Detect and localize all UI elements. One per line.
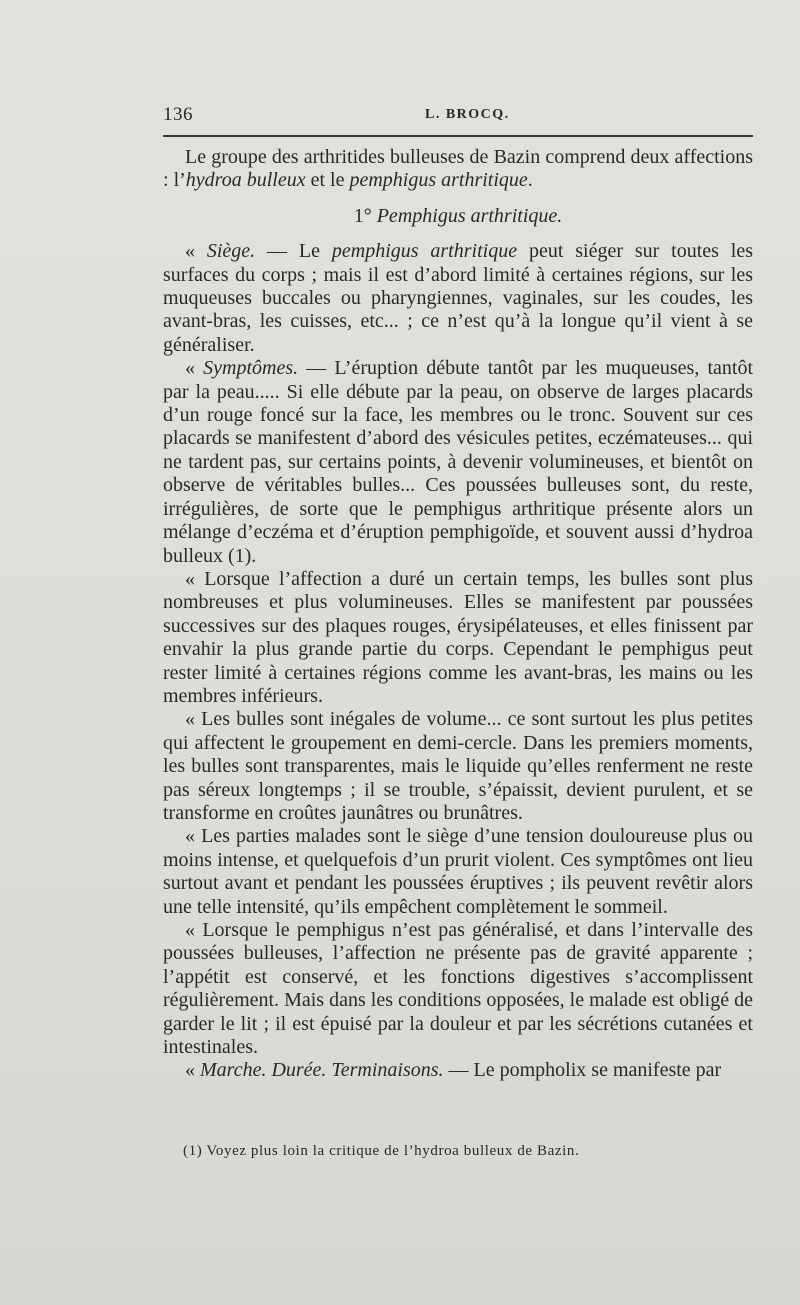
paragraph-marche: « Marche. Durée. Terminaisons. — Le pompholix se manifeste par (185, 1059, 722, 1082)
paragraph-symptomes: « Symptômes. — L’éruption débute tantôt par les muqueuses, tantôt par la peau..... Si elle débute par la peau, on observe de larges placards d’un rouge foncé sur la face, les membres ou le tronc. Souvent sur ces placards se manifestent d’abord des vésicules petites, eczémateuses... qui ne tardent pas, sur certains points, à devenir volumineuses, et bientôt on observe de véritables bulles... Ces poussées bulleuses sont, du reste, irrégulières, de sorte que le pemphigus arthritique présente alors un mélange d’eczéma et d’éruption pemphigoïde, et souvent aussi d’hydroa bulleux (1). (163, 357, 754, 567)
paragraph-bulles-nombreuses: « Lorsque l’affection a duré un certain temps, les bulles sont plus nombreuses et plus volumineuses. Elles se manifestent par poussées successives sur des plaques rouges, érysipélateuses, et elles finissent par envahir la plus grande partie du corps. Cependant le pemphigus peut rester limité à certaines régions comme les avant-bras, les mains ou les membres inférieurs. (163, 567, 753, 707)
paragraph-bulles-inegales: « Les bulles sont inégales de volume... ce sont surtout les plus petites qui affectent le groupement en demi-cercle. Dans les premiers moments, les bulles sont transparentes, mais le liquide qu’elles renferment ne reste pas séreux longtemps ; il se trouble, s’épaissit, devient purulent, et se transforme en croûtes jaunâtres ou brunâtres. (163, 708, 753, 824)
body-text (163, 146, 753, 1083)
page-number: 136 (163, 104, 193, 125)
header-rule (163, 135, 753, 137)
running-head: L. BROCQ. (425, 107, 510, 122)
footnote: (1) Voyez plus loin la critique de l’hydroa bulleux de Bazin. (183, 1143, 580, 1159)
page-header (163, 104, 753, 126)
paragraph-siege: « Siège. — Le pemphigus arthritique peut siéger sur toutes les surfaces du corps ; mais il est d’abord limité à certaines régions, sur les muqueuses buccales ou pharyngiennes, vaginales, sur les coudes, les avant-bras, les cuisses, etc... ; ce n’est qu’à la longue qu’il vient à se généraliser. (163, 240, 754, 356)
section-heading: 1° Pemphigus arthritique. (353, 204, 563, 227)
paragraph-parties-malades: « Les parties malades sont le siège d’une tension douloureuse plus ou moins intense, et quelquefois d’un prurit violent. Ces symptômes ont lieu surtout avant et pendant les poussées éruptives ; ils peuvent revêtir alors une telle intensité, qu’ils empêchent complètement le sommeil. (163, 825, 753, 918)
paragraph-non-generalise: « Lorsque le pemphigus n’est pas généralisé, et dans l’intervalle des poussées bulleuses, l’affection ne présente pas de gravité apparente ; l’appétit est conservé, et les fonctions digestives s’accomplissent régulièrement. Mais dans les conditions opposées, le malade est obligé de garder le lit ; il est épuisé par la douleur et par les sécrétions cutanées et intestinales. (163, 919, 753, 1059)
intro-paragraph: Le groupe des arthritides bulleuses de Bazin comprend deux affections : l’hydroa bulleux et le pemphigus arthritique. (163, 146, 753, 192)
